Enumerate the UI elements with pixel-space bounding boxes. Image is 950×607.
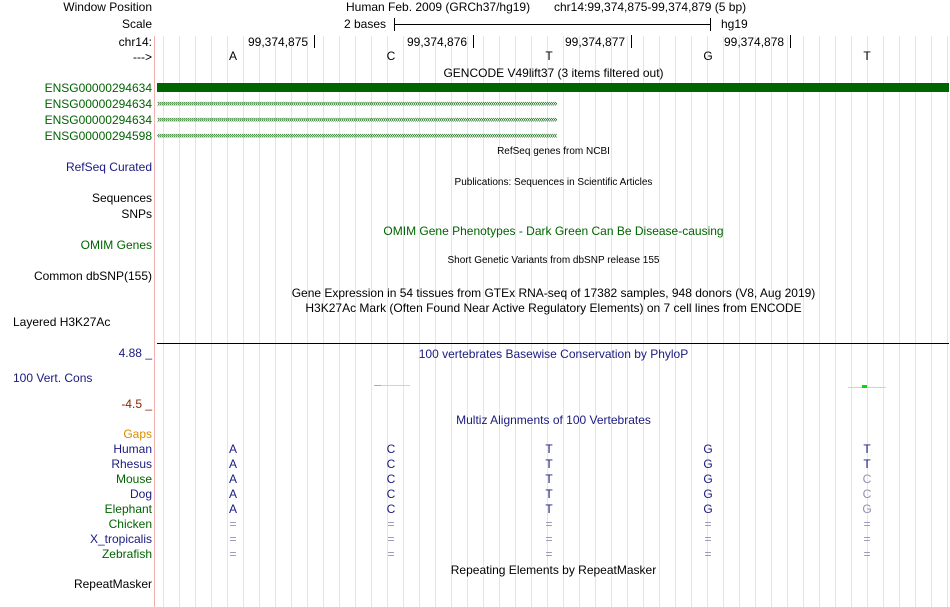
gencode-item-label-2[interactable]: ENSG00000294634: [44, 97, 152, 111]
alignment-base: =: [229, 547, 237, 561]
species-label-mouse[interactable]: Mouse: [115, 472, 152, 486]
alignment-base: =: [863, 517, 871, 531]
ref-base-2: C: [386, 49, 396, 63]
alignment-base: T: [863, 442, 871, 456]
alignment-base: =: [704, 517, 712, 531]
gencode-gene-4[interactable]: ‹‹‹‹‹‹‹‹‹‹‹‹‹‹‹‹‹‹‹‹‹‹‹‹‹‹‹‹‹‹‹‹‹‹‹‹‹‹‹‹‹‹‹‹‹‹‹‹‹‹‹‹‹‹‹‹‹‹‹‹‹‹‹‹‹‹‹‹‹‹‹‹‹‹‹‹‹‹‹‹‹‹‹‹‹‹‹‹‹‹‹‹‹‹‹‹‹‹‹‹‹‹‹‹‹‹‹‹‹‹‹‹‹‹‹‹‹‹‹‹‹‹‹‹‹‹‹‹‹‹‹‹‹‹‹‹‹‹‹‹‹‹‹‹‹‹‹‹‹‹‹‹‹‹‹‹‹‹‹‹‹‹‹‹‹‹‹‹‹‹‹‹‹‹‹‹‹‹‹‹‹‹‹‹‹‹‹‹‹‹‹‹‹‹‹‹‹‹‹‹: [157, 131, 557, 140]
alignment-base: =: [704, 532, 712, 546]
alignment-base: =: [387, 532, 395, 546]
coord-tick-2: [473, 35, 474, 48]
scale-label: Scale: [121, 17, 152, 31]
alignment-base: =: [387, 517, 395, 531]
snps-label[interactable]: SNPs: [121, 207, 152, 221]
h3k27ac-track-title[interactable]: H3K27Ac Mark (Often Found Near Active Regulatory Elements) on 7 cell lines from ENCODE: [305, 301, 802, 315]
phylop-peak-marker: [862, 385, 867, 388]
coord-3: 99,374,877: [565, 35, 626, 49]
phylop-max-label: 4.88 _: [118, 346, 152, 360]
alignment-base: C: [386, 472, 396, 486]
repeatmasker-track-title[interactable]: Repeating Elements by RepeatMasker: [450, 563, 657, 577]
gencode-gene-3[interactable]: ››››››››››››››››››››››››››››››››››››››››››››››››››››››››››››››››››››››››››››››››››››››››››››››››››››››››››››››››››››››››››››››››››››››››››››››››››››››››››››››››››››››››››››››››››››››››››››››››››››››››: [157, 115, 557, 124]
gencode-item-label-3[interactable]: ENSG00000294634: [44, 113, 152, 127]
alignment-base: G: [703, 502, 713, 516]
alignment-base: T: [545, 442, 553, 456]
gencode-item-label-1[interactable]: ENSG00000294634: [44, 81, 152, 95]
ref-base-5: T: [863, 49, 871, 63]
alignment-base: =: [863, 547, 871, 561]
publications-track-title[interactable]: Publications: Sequences in Scientific Articles: [454, 177, 653, 188]
alignment-base: C: [862, 487, 872, 501]
ref-base-1: A: [228, 49, 237, 63]
species-label-dog[interactable]: Dog: [129, 487, 152, 501]
alignment-base: T: [545, 472, 553, 486]
species-label-elephant[interactable]: Elephant: [104, 502, 152, 516]
alignment-base: T: [545, 487, 553, 501]
scale-bar: [394, 24, 711, 25]
coord-4: 99,374,878: [724, 35, 785, 49]
repeatmasker-label[interactable]: RepeatMasker: [73, 577, 152, 591]
sequences-label[interactable]: Sequences: [91, 191, 152, 205]
alignment-base: =: [545, 517, 553, 531]
assembly-title: Human Feb. 2009 (GRCh37/hg19): [346, 0, 531, 14]
ref-base-3: T: [545, 49, 553, 63]
dbsnp-track-title[interactable]: Short Genetic Variants from dbSNP release 155: [447, 255, 660, 266]
phylop-bar-1-core: [374, 385, 381, 386]
species-label-zebrafish[interactable]: Zebrafish: [101, 547, 152, 561]
alignment-base: G: [703, 472, 713, 486]
phylop-bar-2: [848, 387, 886, 388]
refseq-label[interactable]: RefSeq Curated: [65, 160, 152, 174]
alignment-base: G: [703, 457, 713, 471]
strand-arrow-label: --->: [133, 50, 152, 64]
alignment-base: G: [703, 487, 713, 501]
coord-tick-1: [314, 35, 315, 48]
coord-tick-3: [631, 35, 632, 48]
phylop-min-label: -4.5 _: [121, 397, 152, 411]
dbsnp-label[interactable]: Common dbSNP(155): [33, 269, 152, 283]
alignment-base: A: [228, 502, 237, 516]
alignment-base: C: [862, 472, 872, 486]
alignment-base: =: [704, 547, 712, 561]
alignment-base: C: [386, 442, 396, 456]
alignment-base: T: [863, 457, 871, 471]
gencode-item-label-4[interactable]: ENSG00000294598: [44, 129, 152, 143]
gaps-label[interactable]: Gaps: [123, 427, 152, 441]
cons-label[interactable]: 100 Vert. Cons: [13, 371, 93, 385]
alignment-base: G: [862, 502, 872, 516]
species-label-x_tropicalis[interactable]: X_tropicalis: [89, 532, 152, 546]
coord-2: 99,374,876: [407, 35, 468, 49]
alignment-base: A: [228, 442, 237, 456]
alignment-base: A: [228, 487, 237, 501]
coord-tick-4: [790, 35, 791, 48]
alignment-base: T: [545, 502, 553, 516]
alignment-base: C: [386, 487, 396, 501]
label-divider: [154, 36, 155, 607]
species-label-chicken[interactable]: Chicken: [108, 517, 152, 531]
h3k27ac-label[interactable]: Layered H3K27Ac: [13, 315, 111, 329]
alignment-base: A: [228, 457, 237, 471]
scale-bar-left-end: [394, 18, 395, 31]
multiz-track-title[interactable]: Multiz Alignments of 100 Vertebrates: [456, 413, 651, 427]
gencode-gene-2[interactable]: ››››››››››››››››››››››››››››››››››››››››››››››››››››››››››››››››››››››››››››››››››››››››››››››››››››››››››››››››››››››››››››››››››››››››››››››››››››››››››››››››››››››››››››››››››››››››››››››››››››››››: [157, 99, 557, 108]
alignment-base: C: [386, 502, 396, 516]
h3k27ac-baseline: [157, 343, 949, 344]
alignment-base: A: [228, 472, 237, 486]
window-position-label: Window Position: [63, 0, 152, 14]
refseq-track-title[interactable]: RefSeq genes from NCBI: [497, 146, 610, 157]
chrom-label: chr14:: [118, 35, 152, 49]
alignment-base: =: [229, 532, 237, 546]
alignment-base: =: [229, 517, 237, 531]
gtex-track-title[interactable]: Gene Expression in 54 tissues from GTEx RNA-seq of 17382 samples, 948 donors (V8, Aug 2019): [291, 286, 816, 300]
alignment-base: =: [387, 547, 395, 561]
ref-base-4: G: [703, 49, 713, 63]
omim-track-title[interactable]: OMIM Gene Phenotypes - Dark Green Can Be Disease-causing: [383, 224, 724, 238]
scale-db: hg19: [721, 17, 748, 31]
scale-text: 2 bases: [344, 17, 387, 31]
position-readout: chr14:99,374,875-99,374,879 (5 bp): [554, 0, 747, 14]
phylop-track-title[interactable]: 100 vertebrates Basewise Conservation by PhyloP: [418, 347, 689, 361]
gencode-track-title[interactable]: GENCODE V49lift37 (3 items filtered out): [443, 66, 664, 80]
alignment-base: G: [703, 442, 713, 456]
alignment-base: C: [386, 457, 396, 471]
coord-1: 99,374,875: [248, 35, 309, 49]
alignment-base: =: [545, 547, 553, 561]
alignment-base: =: [863, 532, 871, 546]
gencode-gene-1[interactable]: [157, 83, 949, 92]
alignment-base: =: [545, 532, 553, 546]
species-label-rhesus[interactable]: Rhesus: [111, 457, 152, 471]
alignment-base: T: [545, 457, 553, 471]
species-label-human[interactable]: Human: [113, 442, 152, 456]
omim-label[interactable]: OMIM Genes: [80, 238, 152, 252]
scale-bar-right-end: [710, 18, 711, 31]
